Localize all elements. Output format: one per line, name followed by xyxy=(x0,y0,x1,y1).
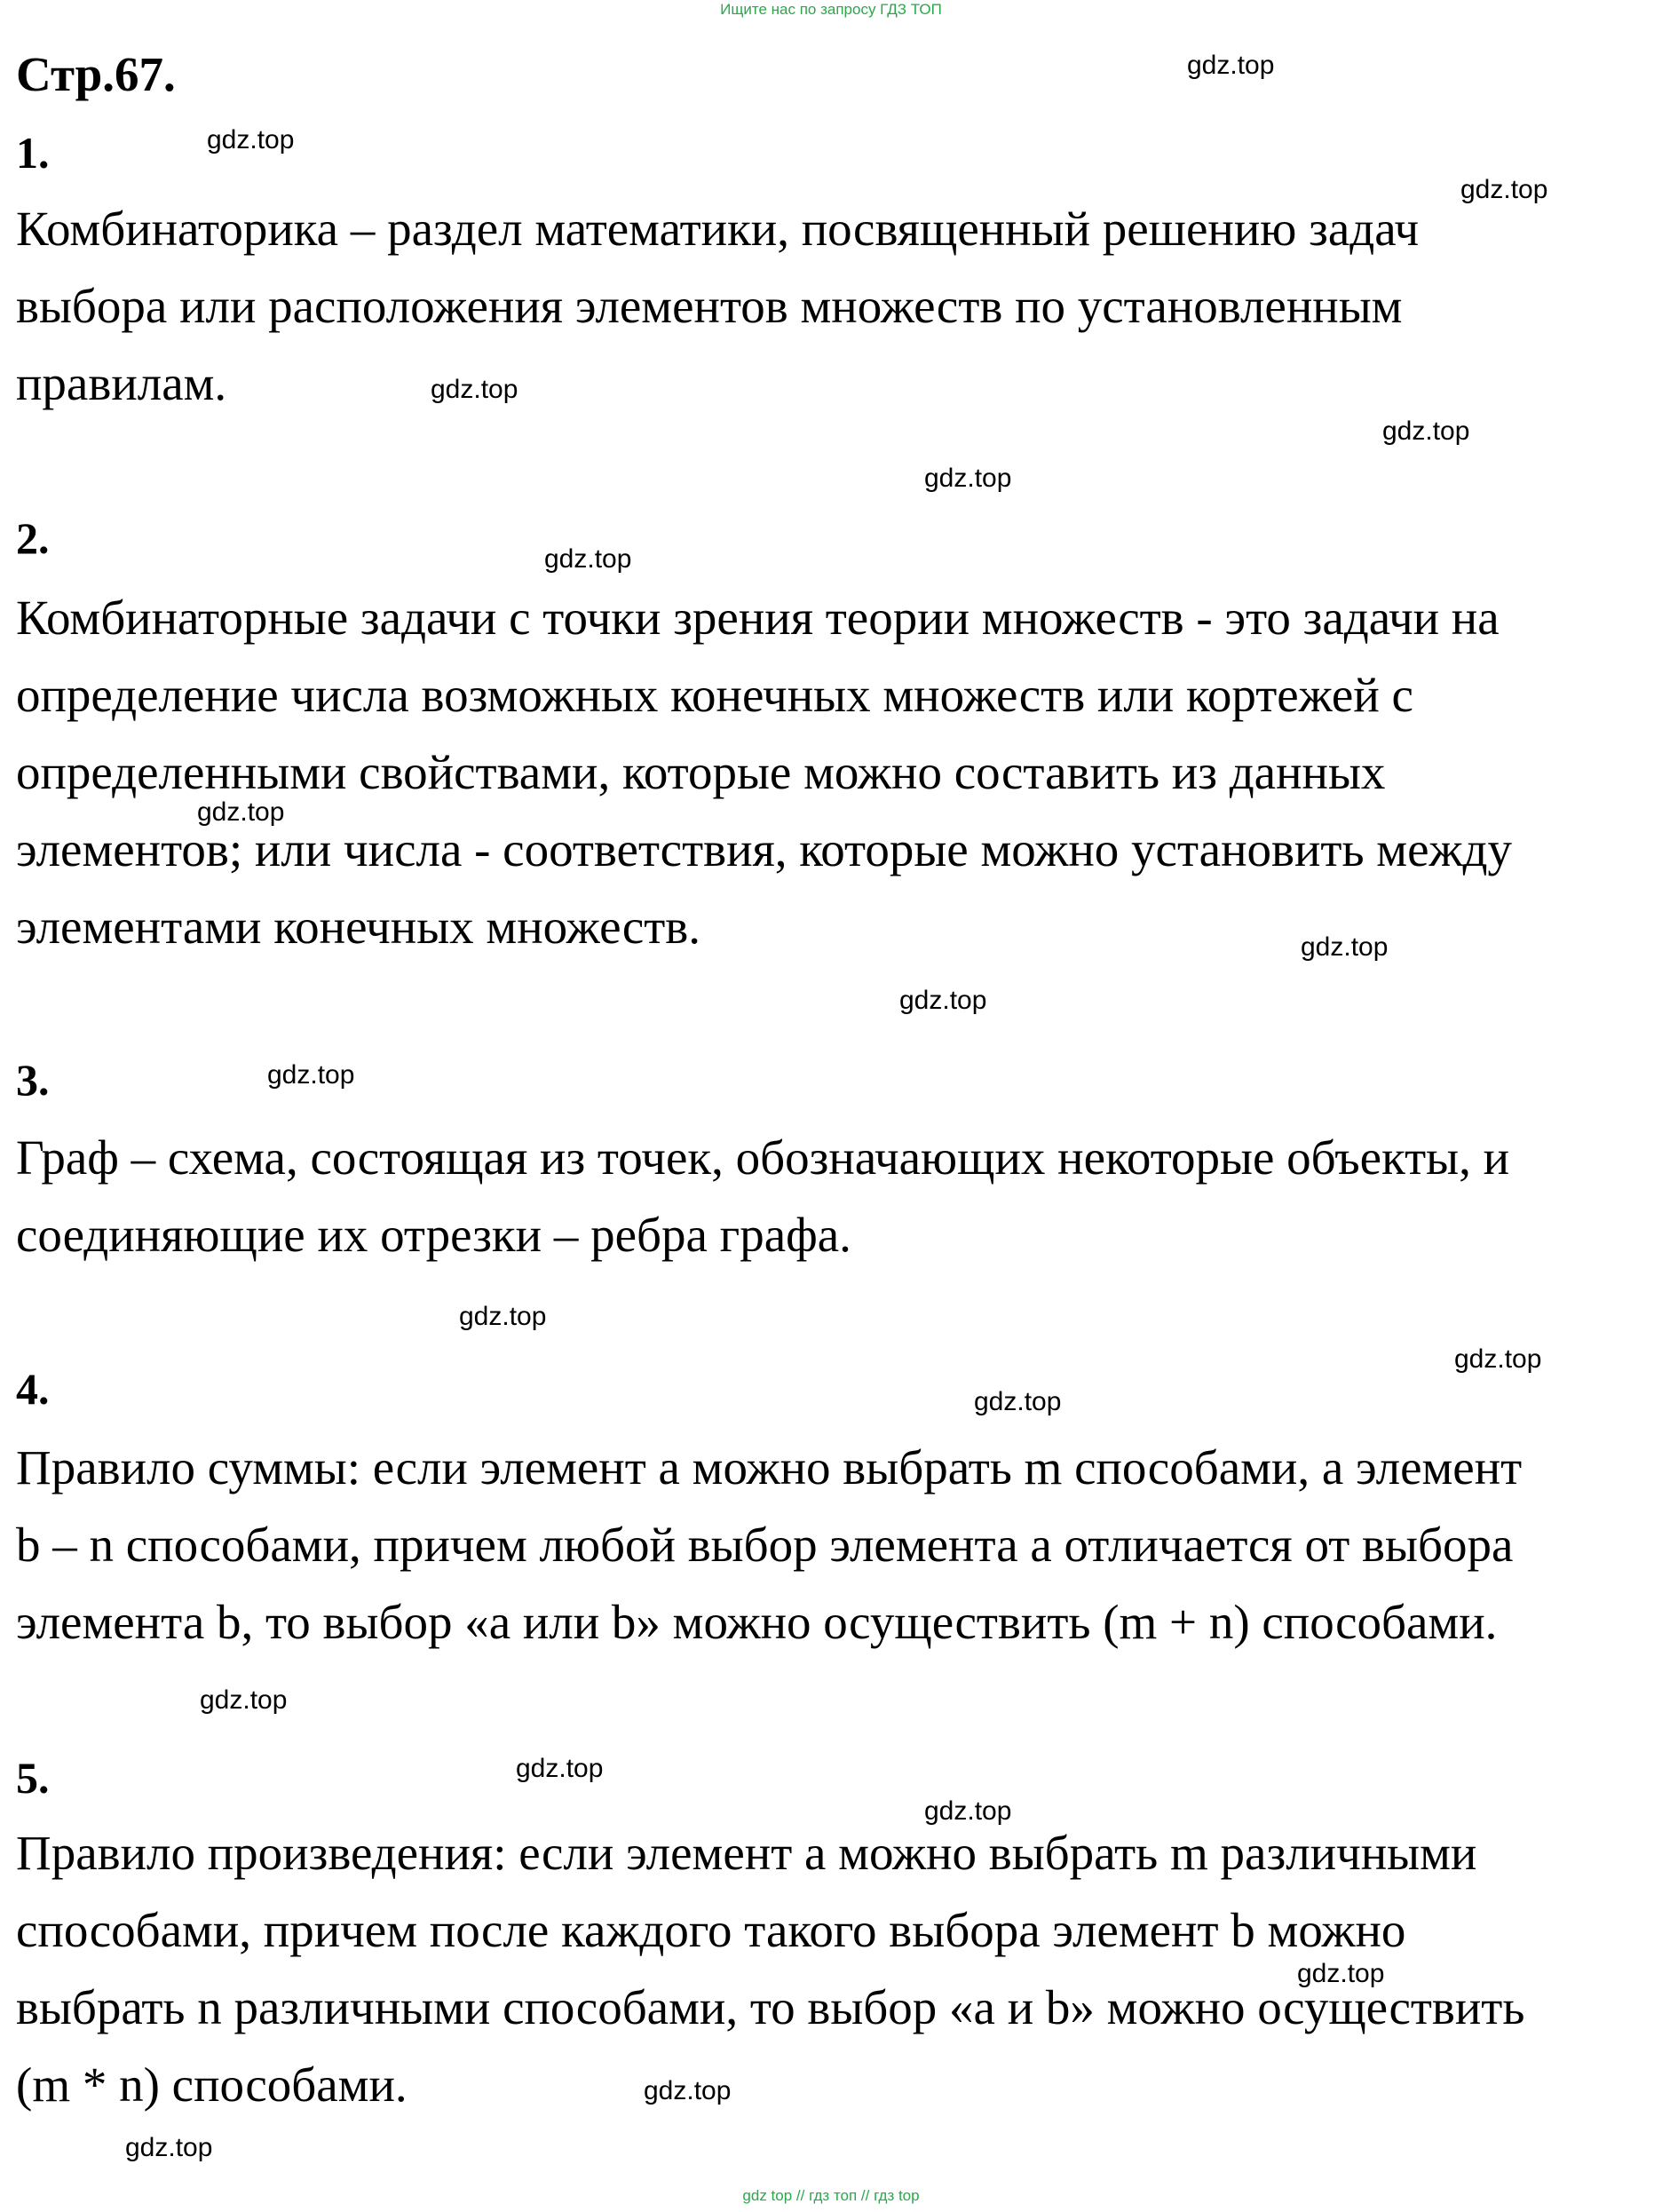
page-title: Стр.67. xyxy=(16,47,176,101)
text-line: (m * n) способами. xyxy=(16,2057,408,2112)
watermark: gdz.top xyxy=(924,464,1012,493)
section-text-1 xyxy=(16,190,1641,422)
top-banner: Ищите нас по запросу ГДЗ ТОП xyxy=(720,1,942,18)
watermark: gdz.top xyxy=(899,986,987,1015)
section-text-4 xyxy=(16,1429,1641,1661)
watermark: gdz.top xyxy=(924,1796,1012,1826)
text-line: Комбинаторные задачи с точки зрения теории множеств - это задачи на xyxy=(16,591,1500,645)
section-number-1: 1. xyxy=(16,128,50,178)
section-number-2: 2. xyxy=(16,513,50,563)
watermark: gdz.top xyxy=(197,797,285,827)
watermark: gdz.top xyxy=(267,1060,355,1090)
text-line: элемента b, то выбор «a или b» можно осуществить (m + n) способами. xyxy=(16,1595,1498,1649)
text-line: Правило суммы: если элемент a можно выбрать m способами, а элемент xyxy=(16,1440,1523,1494)
section-number-5: 5. xyxy=(16,1753,50,1803)
text-line: b – n способами, причем любой выбор элемента a отличается от выбора xyxy=(16,1518,1514,1572)
text-line: элементами конечных множеств. xyxy=(16,900,701,954)
text-line: определение числа возможных конечных множеств или кортежей с xyxy=(16,668,1413,722)
text-line: способами, причем после каждого такого выбора элемент b можно xyxy=(16,1903,1406,1957)
text-line: соединяющие их отрезки – ребра графа. xyxy=(16,1208,851,1262)
watermark: gdz.top xyxy=(1301,932,1389,962)
text-line: выбрать n различными способами, то выбор «a и b» можно осуществить xyxy=(16,1980,1525,2034)
footer-watermark: gdz top // гдз топ // гдз top xyxy=(742,2187,920,2204)
text-line: выбора или расположения элементов множеств по установленным xyxy=(16,279,1403,333)
watermark: gdz.top xyxy=(1454,1344,1542,1374)
section-text-5 xyxy=(16,1814,1641,2123)
text-line: элементов; или числа - соответствия, которые можно установить между xyxy=(16,822,1512,876)
watermark: gdz.top xyxy=(1187,51,1275,80)
watermark: gdz.top xyxy=(974,1387,1062,1416)
watermark: gdz.top xyxy=(1382,416,1470,446)
text-line: определенными свойствами, которые можно составить из данных xyxy=(16,745,1386,799)
text-line: правилам. xyxy=(16,356,227,410)
watermark: gdz.top xyxy=(1297,1959,1385,1988)
watermark: gdz.top xyxy=(200,1685,288,1715)
section-text-2 xyxy=(16,579,1641,965)
text-line: Граф – схема, состоящая из точек, обозначающих некоторые объекты, и xyxy=(16,1130,1510,1185)
watermark: gdz.top xyxy=(1460,175,1548,204)
section-text-3 xyxy=(16,1119,1641,1273)
section-number-3: 3. xyxy=(16,1055,50,1105)
watermark: gdz.top xyxy=(459,1302,547,1331)
section-number-4: 4. xyxy=(16,1364,50,1414)
watermark: gdz.top xyxy=(644,2076,732,2105)
watermark: gdz.top xyxy=(516,1754,604,1783)
text-line: Правило произведения: если элемент a можно выбрать m различными xyxy=(16,1826,1477,1880)
watermark: gdz.top xyxy=(207,125,295,155)
watermark: gdz.top xyxy=(544,544,632,574)
watermark: gdz.top xyxy=(431,375,518,404)
watermark: gdz.top xyxy=(125,2133,213,2162)
text-line: Комбинаторика – раздел математики, посвященный решению задач xyxy=(16,202,1420,256)
